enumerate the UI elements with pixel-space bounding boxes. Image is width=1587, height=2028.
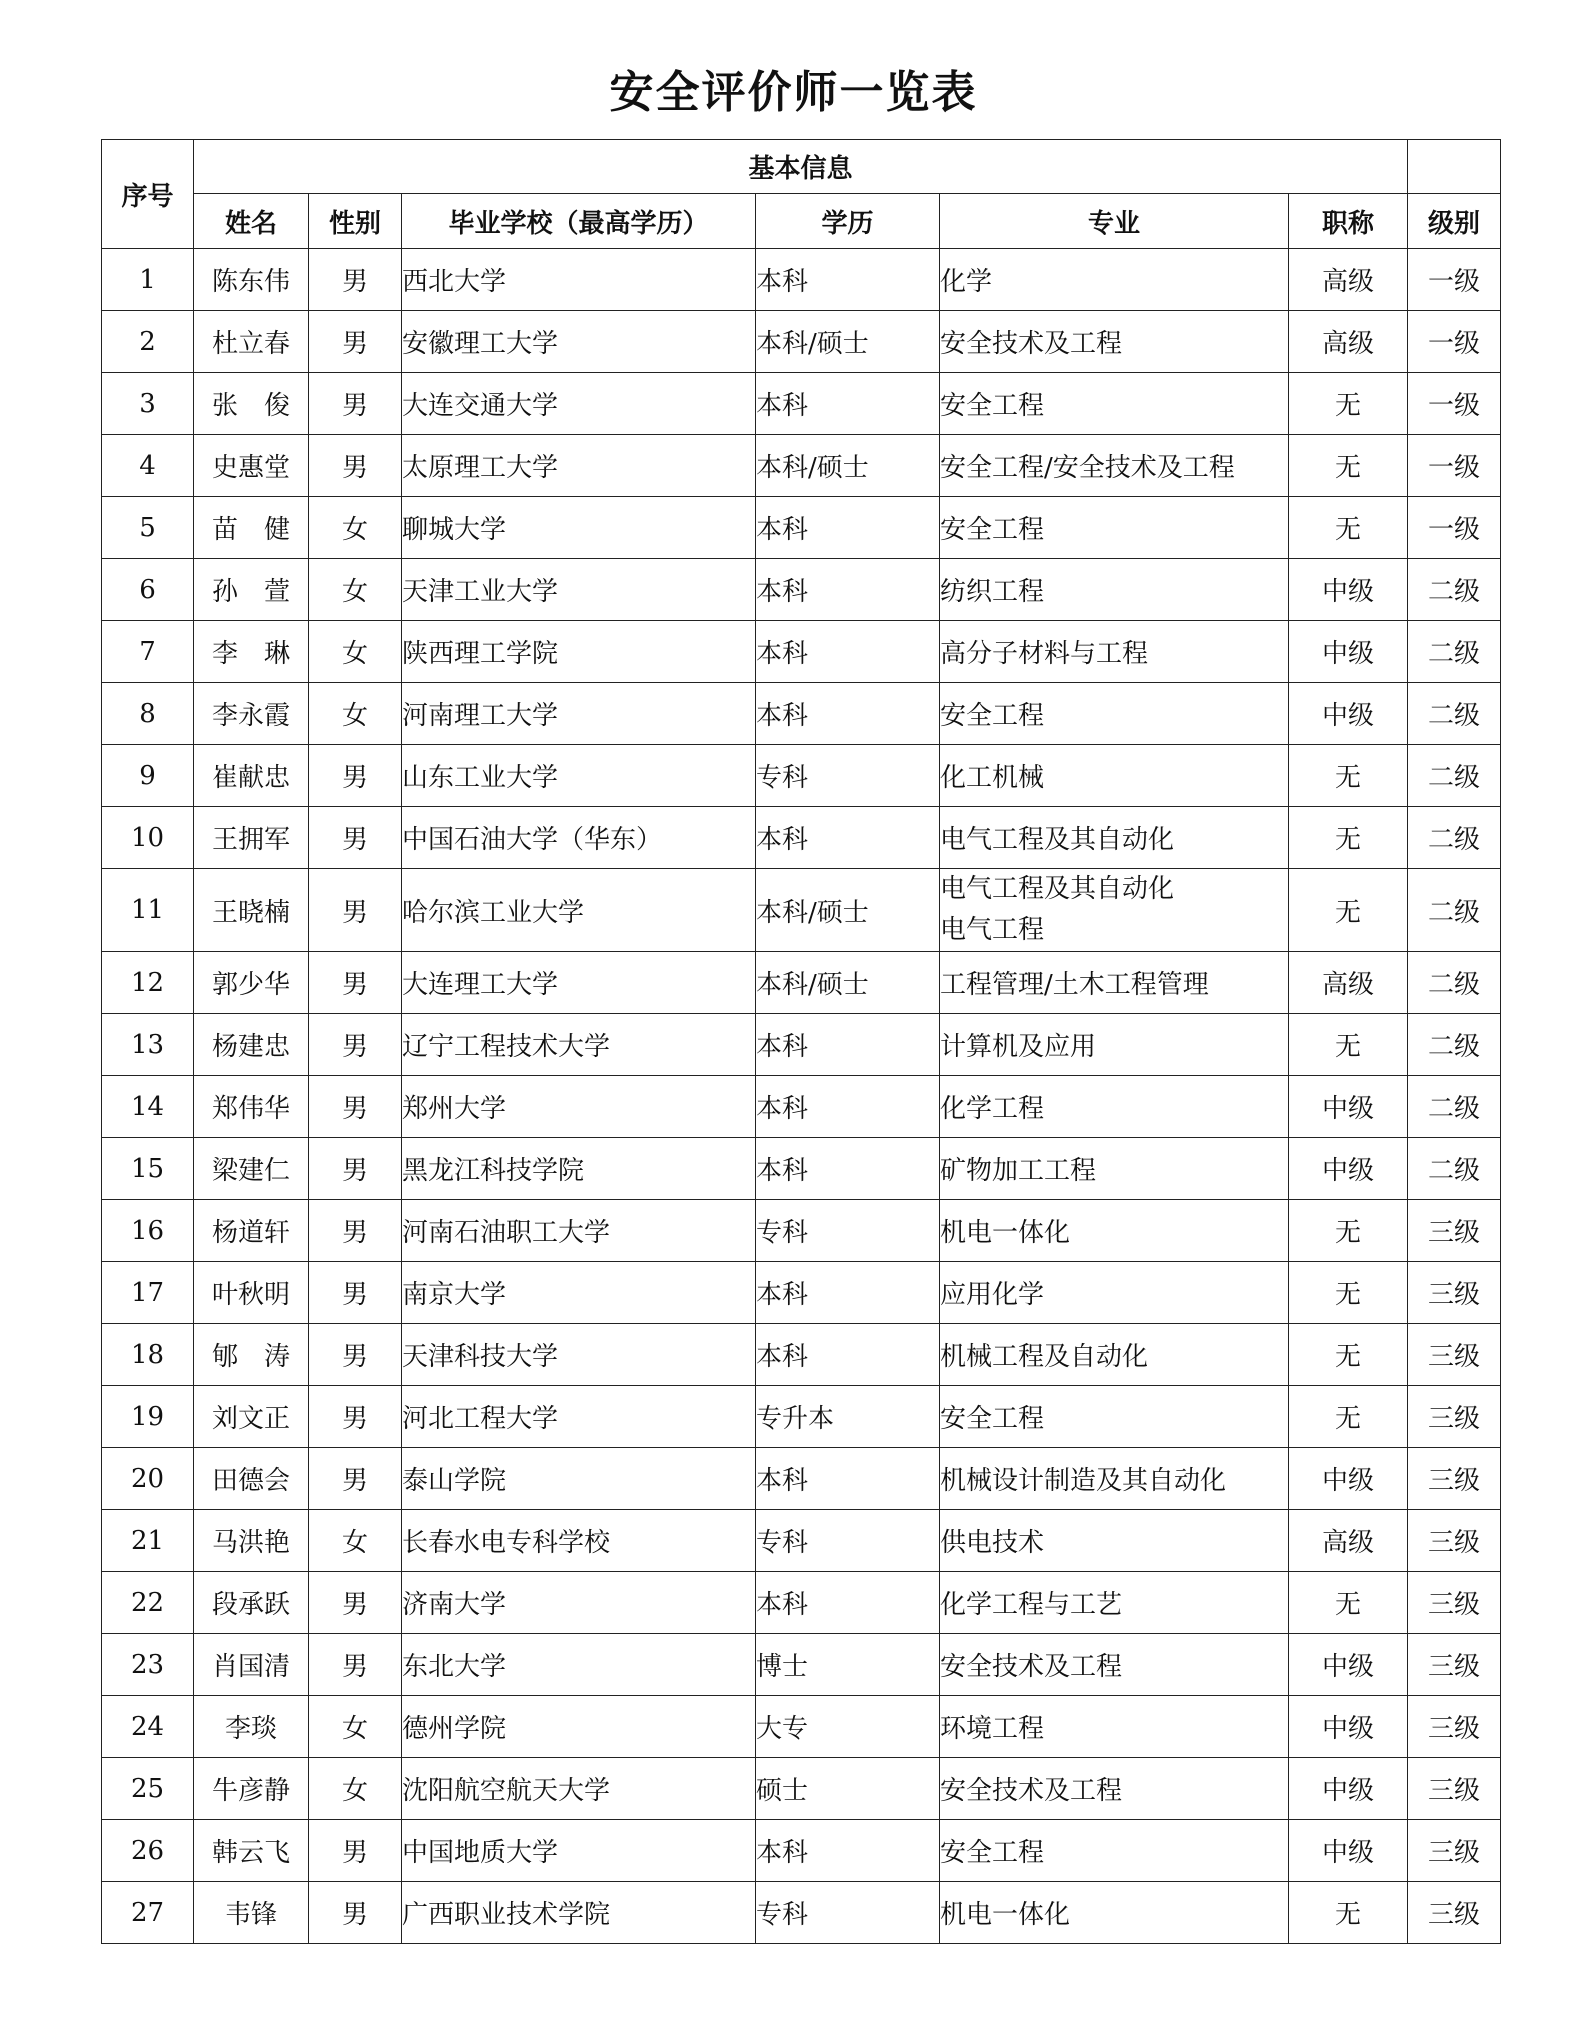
cell-level: 二级 <box>1408 952 1501 1014</box>
cell-education: 本科 <box>756 1820 940 1882</box>
major-line: 安全工程 <box>940 701 1045 731</box>
cell-seq: 14 <box>102 1076 194 1138</box>
cell-school: 长春水电专科学校 <box>402 1510 756 1572</box>
cell-gender: 男 <box>309 807 402 869</box>
cell-major <box>940 373 1289 435</box>
cell-education: 本科/硕士 <box>756 311 940 373</box>
cell-name: 陈东伟 <box>194 249 309 311</box>
cell-education: 本科 <box>756 249 940 311</box>
table-row <box>102 1510 1501 1572</box>
cell-school: 哈尔滨工业大学 <box>402 869 756 952</box>
header-title: 职称 <box>1289 194 1408 249</box>
cell-level: 二级 <box>1408 745 1501 807</box>
cell-gender: 男 <box>309 311 402 373</box>
cell-seq: 9 <box>102 745 194 807</box>
header-school: 毕业学校（最高学历） <box>402 194 756 249</box>
cell-title: 无 <box>1289 745 1408 807</box>
cell-level: 一级 <box>1408 249 1501 311</box>
cell-gender: 女 <box>309 559 402 621</box>
table-row <box>102 1138 1501 1200</box>
cell-education: 本科 <box>756 683 940 745</box>
cell-education: 本科/硕士 <box>756 435 940 497</box>
cell-seq: 4 <box>102 435 194 497</box>
cell-school: 泰山学院 <box>402 1448 756 1510</box>
cell-level: 二级 <box>1408 1076 1501 1138</box>
cell-major <box>940 559 1289 621</box>
cell-seq: 26 <box>102 1820 194 1882</box>
major-line: 机械设计制造及其自动化 <box>940 1466 1227 1496</box>
cell-education: 专升本 <box>756 1386 940 1448</box>
cell-name: 孙 萱 <box>194 559 309 621</box>
cell-name: 郇 涛 <box>194 1324 309 1386</box>
major-line: 应用化学 <box>940 1280 1045 1310</box>
cell-name: 郑伟华 <box>194 1076 309 1138</box>
cell-name: 杜立春 <box>194 311 309 373</box>
major-line: 安全工程 <box>940 515 1045 545</box>
cell-seq: 15 <box>102 1138 194 1200</box>
major-line: 安全技术及工程 <box>940 329 1123 359</box>
major-line: 环境工程 <box>940 1714 1045 1744</box>
cell-school: 河南石油职工大学 <box>402 1200 756 1262</box>
header-blank <box>1408 140 1501 194</box>
cell-education: 本科/硕士 <box>756 952 940 1014</box>
table-row <box>102 249 1501 311</box>
cell-major <box>940 497 1289 559</box>
major-line: 矿物加工工程 <box>940 1156 1097 1186</box>
major-line: 安全技术及工程 <box>940 1776 1123 1806</box>
cell-title: 高级 <box>1289 249 1408 311</box>
cell-school: 安徽理工大学 <box>402 311 756 373</box>
cell-gender: 男 <box>309 1200 402 1262</box>
cell-school: 东北大学 <box>402 1634 756 1696</box>
table-row <box>102 1448 1501 1510</box>
cell-gender: 男 <box>309 1262 402 1324</box>
cell-level: 三级 <box>1408 1510 1501 1572</box>
cell-level: 二级 <box>1408 621 1501 683</box>
major-line: 安全工程/安全技术及工程 <box>940 453 1235 483</box>
table-row <box>102 1882 1501 1944</box>
table-row <box>102 1820 1501 1882</box>
major-line: 高分子材料与工程 <box>940 639 1149 669</box>
cell-title: 无 <box>1289 1572 1408 1634</box>
cell-school: 黑龙江科技学院 <box>402 1138 756 1200</box>
table-row <box>102 952 1501 1014</box>
cell-seq: 25 <box>102 1758 194 1820</box>
cell-level: 三级 <box>1408 1324 1501 1386</box>
cell-gender: 男 <box>309 373 402 435</box>
table-row <box>102 1014 1501 1076</box>
major-line: 化工机械 <box>940 763 1045 793</box>
major-line: 工程管理/土木工程管理 <box>940 970 1209 1000</box>
cell-education: 专科 <box>756 745 940 807</box>
cell-level: 一级 <box>1408 311 1501 373</box>
cell-education: 本科 <box>756 1262 940 1324</box>
table-row <box>102 1696 1501 1758</box>
cell-gender: 男 <box>309 952 402 1014</box>
cell-title: 高级 <box>1289 1510 1408 1572</box>
cell-gender: 男 <box>309 1386 402 1448</box>
cell-gender: 男 <box>309 249 402 311</box>
cell-gender: 男 <box>309 1014 402 1076</box>
cell-major <box>940 621 1289 683</box>
cell-education: 本科 <box>756 559 940 621</box>
table-row <box>102 373 1501 435</box>
major-line: 化学 <box>940 267 993 297</box>
table-row <box>102 807 1501 869</box>
header-education: 学历 <box>756 194 940 249</box>
table-row <box>102 1076 1501 1138</box>
cell-level: 三级 <box>1408 1386 1501 1448</box>
cell-name: 史惠堂 <box>194 435 309 497</box>
cell-major <box>940 1758 1289 1820</box>
cell-name: 王拥军 <box>194 807 309 869</box>
cell-name: 刘文正 <box>194 1386 309 1448</box>
cell-title: 中级 <box>1289 1820 1408 1882</box>
cell-name: 梁建仁 <box>194 1138 309 1200</box>
cell-major <box>940 1634 1289 1696</box>
cell-education: 本科/硕士 <box>756 869 940 952</box>
cell-seq: 27 <box>102 1882 194 1944</box>
cell-major <box>940 1510 1289 1572</box>
cell-school: 中国石油大学（华东） <box>402 807 756 869</box>
cell-school: 河南理工大学 <box>402 683 756 745</box>
header-basic-info: 基本信息 <box>194 140 1408 194</box>
cell-level: 三级 <box>1408 1262 1501 1324</box>
cell-name: 叶秋明 <box>194 1262 309 1324</box>
major-line: 安全技术及工程 <box>940 1652 1123 1682</box>
cell-seq: 6 <box>102 559 194 621</box>
cell-seq: 17 <box>102 1262 194 1324</box>
cell-title: 无 <box>1289 1324 1408 1386</box>
cell-title: 无 <box>1289 1200 1408 1262</box>
cell-title: 中级 <box>1289 1448 1408 1510</box>
cell-level: 二级 <box>1408 683 1501 745</box>
cell-name: 段承跃 <box>194 1572 309 1634</box>
cell-seq: 18 <box>102 1324 194 1386</box>
appraiser-table <box>101 139 1501 1944</box>
major-line: 电气工程及其自动化 <box>940 874 1175 904</box>
cell-school: 太原理工大学 <box>402 435 756 497</box>
cell-education: 专科 <box>756 1510 940 1572</box>
table-row <box>102 1200 1501 1262</box>
cell-education: 大专 <box>756 1696 940 1758</box>
cell-level: 三级 <box>1408 1448 1501 1510</box>
cell-major <box>940 807 1289 869</box>
cell-title: 中级 <box>1289 559 1408 621</box>
cell-title: 高级 <box>1289 311 1408 373</box>
cell-name: 王晓楠 <box>194 869 309 952</box>
table-row <box>102 869 1501 952</box>
cell-education: 本科 <box>756 1448 940 1510</box>
cell-seq: 13 <box>102 1014 194 1076</box>
table-row <box>102 745 1501 807</box>
cell-major <box>940 952 1289 1014</box>
cell-title: 无 <box>1289 1262 1408 1324</box>
cell-name: 韦锋 <box>194 1882 309 1944</box>
cell-name: 郭少华 <box>194 952 309 1014</box>
major-line: 机械工程及自动化 <box>940 1342 1149 1372</box>
cell-name: 李永霞 <box>194 683 309 745</box>
table-row <box>102 311 1501 373</box>
cell-seq: 10 <box>102 807 194 869</box>
cell-education: 本科 <box>756 1138 940 1200</box>
cell-title: 无 <box>1289 807 1408 869</box>
header-seq: 序号 <box>102 140 194 249</box>
cell-school: 西北大学 <box>402 249 756 311</box>
header-major: 专业 <box>940 194 1289 249</box>
cell-school: 天津科技大学 <box>402 1324 756 1386</box>
table-row <box>102 559 1501 621</box>
cell-title: 中级 <box>1289 1696 1408 1758</box>
cell-major <box>940 683 1289 745</box>
cell-major <box>940 435 1289 497</box>
major-line: 机电一体化 <box>940 1218 1071 1248</box>
cell-title: 无 <box>1289 1386 1408 1448</box>
cell-title: 中级 <box>1289 1076 1408 1138</box>
cell-seq: 2 <box>102 311 194 373</box>
cell-school: 大连交通大学 <box>402 373 756 435</box>
cell-name: 韩云飞 <box>194 1820 309 1882</box>
cell-level: 三级 <box>1408 1200 1501 1262</box>
cell-title: 中级 <box>1289 1138 1408 1200</box>
cell-gender: 男 <box>309 1324 402 1386</box>
cell-level: 一级 <box>1408 497 1501 559</box>
cell-seq: 21 <box>102 1510 194 1572</box>
cell-gender: 男 <box>309 1882 402 1944</box>
cell-school: 中国地质大学 <box>402 1820 756 1882</box>
cell-gender: 男 <box>309 745 402 807</box>
cell-level: 一级 <box>1408 373 1501 435</box>
cell-major <box>940 1572 1289 1634</box>
major-line: 电气工程及其自动化 <box>940 825 1175 855</box>
cell-seq: 22 <box>102 1572 194 1634</box>
cell-seq: 1 <box>102 249 194 311</box>
cell-major <box>940 1448 1289 1510</box>
cell-gender: 男 <box>309 1820 402 1882</box>
cell-school: 郑州大学 <box>402 1076 756 1138</box>
cell-title: 无 <box>1289 1882 1408 1944</box>
cell-name: 张 俊 <box>194 373 309 435</box>
major-line: 安全工程 <box>940 1404 1045 1434</box>
cell-major <box>940 311 1289 373</box>
cell-major <box>940 1262 1289 1324</box>
cell-title: 无 <box>1289 1014 1408 1076</box>
cell-education: 专科 <box>756 1200 940 1262</box>
cell-major <box>940 745 1289 807</box>
cell-gender: 男 <box>309 1448 402 1510</box>
cell-gender: 男 <box>309 1138 402 1200</box>
cell-name: 牛彦静 <box>194 1758 309 1820</box>
cell-major <box>940 1200 1289 1262</box>
major-line: 电气工程 <box>940 915 1045 945</box>
cell-education: 本科 <box>756 1014 940 1076</box>
table-row <box>102 1324 1501 1386</box>
cell-education: 本科 <box>756 373 940 435</box>
cell-seq: 24 <box>102 1696 194 1758</box>
cell-school: 河北工程大学 <box>402 1386 756 1448</box>
page-title: 安全评价师一览表 <box>609 67 978 118</box>
cell-title: 无 <box>1289 435 1408 497</box>
cell-major <box>940 869 1289 952</box>
cell-school: 济南大学 <box>402 1572 756 1634</box>
cell-gender: 女 <box>309 621 402 683</box>
cell-school: 德州学院 <box>402 1696 756 1758</box>
cell-title: 中级 <box>1289 621 1408 683</box>
cell-major <box>940 1882 1289 1944</box>
cell-gender: 男 <box>309 435 402 497</box>
cell-name: 杨道轩 <box>194 1200 309 1262</box>
cell-name: 杨建忠 <box>194 1014 309 1076</box>
major-line: 化学工程与工艺 <box>940 1590 1123 1620</box>
table-row <box>102 1262 1501 1324</box>
cell-education: 本科 <box>756 1076 940 1138</box>
cell-major <box>940 1138 1289 1200</box>
cell-name: 苗 健 <box>194 497 309 559</box>
cell-title: 高级 <box>1289 952 1408 1014</box>
major-line: 安全工程 <box>940 391 1045 421</box>
cell-education: 本科 <box>756 1572 940 1634</box>
cell-name: 肖国清 <box>194 1634 309 1696</box>
cell-school: 沈阳航空航天大学 <box>402 1758 756 1820</box>
cell-seq: 19 <box>102 1386 194 1448</box>
major-line: 安全工程 <box>940 1838 1045 1868</box>
major-line: 计算机及应用 <box>940 1032 1097 1062</box>
cell-title: 无 <box>1289 373 1408 435</box>
cell-school: 天津工业大学 <box>402 559 756 621</box>
header-level: 级别 <box>1408 194 1501 249</box>
cell-level: 三级 <box>1408 1758 1501 1820</box>
cell-school: 陕西理工学院 <box>402 621 756 683</box>
cell-education: 本科 <box>756 807 940 869</box>
cell-title: 无 <box>1289 869 1408 952</box>
cell-level: 三级 <box>1408 1882 1501 1944</box>
cell-name: 李 琳 <box>194 621 309 683</box>
cell-level: 一级 <box>1408 435 1501 497</box>
cell-seq: 7 <box>102 621 194 683</box>
cell-level: 二级 <box>1408 559 1501 621</box>
major-line: 化学工程 <box>940 1094 1045 1124</box>
header-gender: 性别 <box>309 194 402 249</box>
cell-gender: 女 <box>309 1696 402 1758</box>
cell-major <box>940 1014 1289 1076</box>
cell-level: 三级 <box>1408 1572 1501 1634</box>
cell-gender: 男 <box>309 1634 402 1696</box>
cell-title: 中级 <box>1289 1758 1408 1820</box>
cell-school: 辽宁工程技术大学 <box>402 1014 756 1076</box>
cell-gender: 女 <box>309 1758 402 1820</box>
cell-title: 中级 <box>1289 1634 1408 1696</box>
table-row <box>102 435 1501 497</box>
cell-school: 聊城大学 <box>402 497 756 559</box>
major-line: 机电一体化 <box>940 1900 1071 1930</box>
cell-title: 中级 <box>1289 683 1408 745</box>
table-body <box>102 249 1501 1944</box>
cell-level: 二级 <box>1408 1138 1501 1200</box>
cell-major <box>940 1076 1289 1138</box>
cell-seq: 11 <box>102 869 194 952</box>
cell-seq: 12 <box>102 952 194 1014</box>
cell-education: 专科 <box>756 1882 940 1944</box>
cell-name: 李琰 <box>194 1696 309 1758</box>
cell-name: 田德会 <box>194 1448 309 1510</box>
cell-major <box>940 1820 1289 1882</box>
cell-major <box>940 249 1289 311</box>
cell-level: 三级 <box>1408 1696 1501 1758</box>
cell-major <box>940 1386 1289 1448</box>
cell-seq: 5 <box>102 497 194 559</box>
cell-major <box>940 1324 1289 1386</box>
cell-gender: 女 <box>309 497 402 559</box>
cell-gender: 女 <box>309 683 402 745</box>
cell-education: 硕士 <box>756 1758 940 1820</box>
cell-title: 无 <box>1289 497 1408 559</box>
cell-education: 博士 <box>756 1634 940 1696</box>
major-line: 纺织工程 <box>940 577 1045 607</box>
table-row <box>102 497 1501 559</box>
cell-name: 崔献忠 <box>194 745 309 807</box>
major-line: 供电技术 <box>940 1528 1045 1558</box>
cell-level: 三级 <box>1408 1820 1501 1882</box>
cell-school: 广西职业技术学院 <box>402 1882 756 1944</box>
cell-seq: 8 <box>102 683 194 745</box>
cell-major <box>940 1696 1289 1758</box>
cell-level: 二级 <box>1408 869 1501 952</box>
table-row <box>102 1572 1501 1634</box>
cell-seq: 16 <box>102 1200 194 1262</box>
table-row <box>102 1386 1501 1448</box>
cell-level: 二级 <box>1408 1014 1501 1076</box>
cell-school: 大连理工大学 <box>402 952 756 1014</box>
cell-gender: 男 <box>309 1572 402 1634</box>
cell-seq: 20 <box>102 1448 194 1510</box>
header-name: 姓名 <box>194 194 309 249</box>
cell-level: 三级 <box>1408 1634 1501 1696</box>
cell-level: 二级 <box>1408 807 1501 869</box>
cell-name: 马洪艳 <box>194 1510 309 1572</box>
table-row <box>102 1634 1501 1696</box>
table-row <box>102 621 1501 683</box>
table-row <box>102 1758 1501 1820</box>
cell-gender: 女 <box>309 1510 402 1572</box>
cell-school: 山东工业大学 <box>402 745 756 807</box>
cell-gender: 男 <box>309 1076 402 1138</box>
cell-gender: 男 <box>309 869 402 952</box>
cell-education: 本科 <box>756 1324 940 1386</box>
cell-education: 本科 <box>756 497 940 559</box>
cell-education: 本科 <box>756 621 940 683</box>
table-row <box>102 683 1501 745</box>
cell-seq: 23 <box>102 1634 194 1696</box>
cell-school: 南京大学 <box>402 1262 756 1324</box>
cell-seq: 3 <box>102 373 194 435</box>
